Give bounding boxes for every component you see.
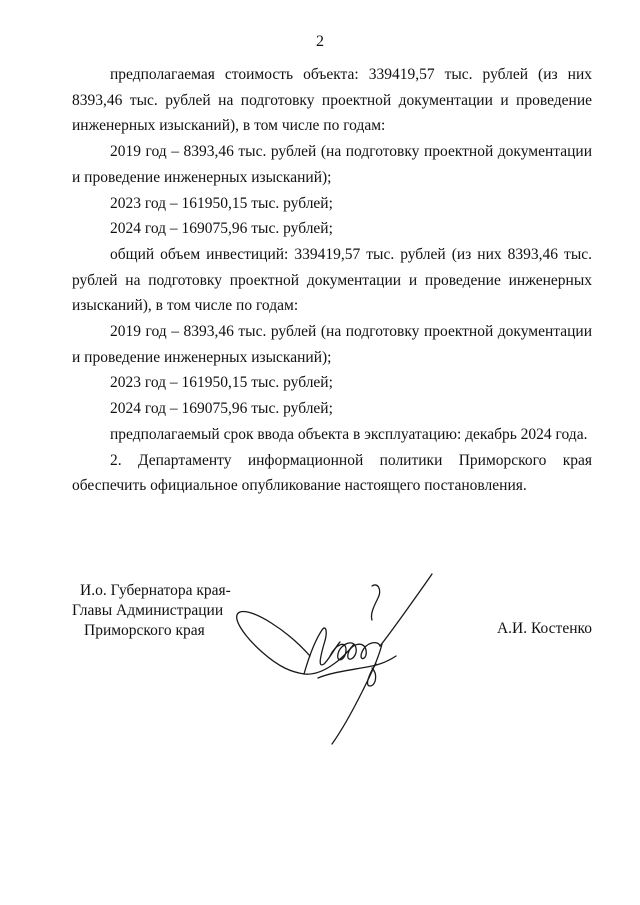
signatory-title-line: И.о. Губернатора края- [80, 582, 231, 599]
handwritten-signature [232, 560, 462, 760]
paragraph-publication-order: 2. Департаменту информационной политики Приморского края обеспечить официальное опубликование настоящего постановления. [72, 451, 592, 495]
signatory-title-line: Главы Администрации [72, 602, 224, 619]
paragraph-year-2024: 2024 год – 169075,96 тыс. рублей; [110, 220, 333, 238]
signatory-title-line: Приморского края [84, 622, 205, 639]
signatory-title [72, 581, 231, 641]
document-body [72, 62, 592, 499]
paragraph-investment-2019: 2019 год – 8393,46 тыс. рублей (на подготовку проектной документации и проведение инженерных изысканий); [72, 323, 592, 366]
page-number: 2 [316, 33, 324, 50]
signer-name: А.И. Костенко [496, 620, 592, 637]
paragraph-estimated-cost: предполагаемая стоимость объекта: 339419,57 тыс. рублей (из них 8393,46 тыс. рублей на подготовку проектной документации и проведение инженерных изысканий), в том числе по годам: [72, 66, 592, 135]
paragraph-year-2019: 2019 год – 8393,46 тыс. рублей (на подготовку проектной документации и проведение инженерных изысканий); [72, 143, 592, 186]
paragraph-investment-2023: 2023 год – 161950,15 тыс. рублей; [110, 374, 333, 392]
paragraph-investment-2024: 2024 год – 169075,96 тыс. рублей; [110, 400, 333, 418]
paragraph-commissioning-date: предполагаемый срок ввода объекта в эксплуатацию: декабрь 2024 года. [110, 425, 588, 443]
paragraph-total-investment: общий объем инвестиций: 339419,57 тыс. рублей (из них 8393,46 тыс. рублей на подготовку проектной документации и проведение инженерных изысканий), в том числе по годам: [72, 245, 592, 315]
paragraph-year-2023: 2023 год – 161950,15 тыс. рублей; [110, 194, 333, 212]
